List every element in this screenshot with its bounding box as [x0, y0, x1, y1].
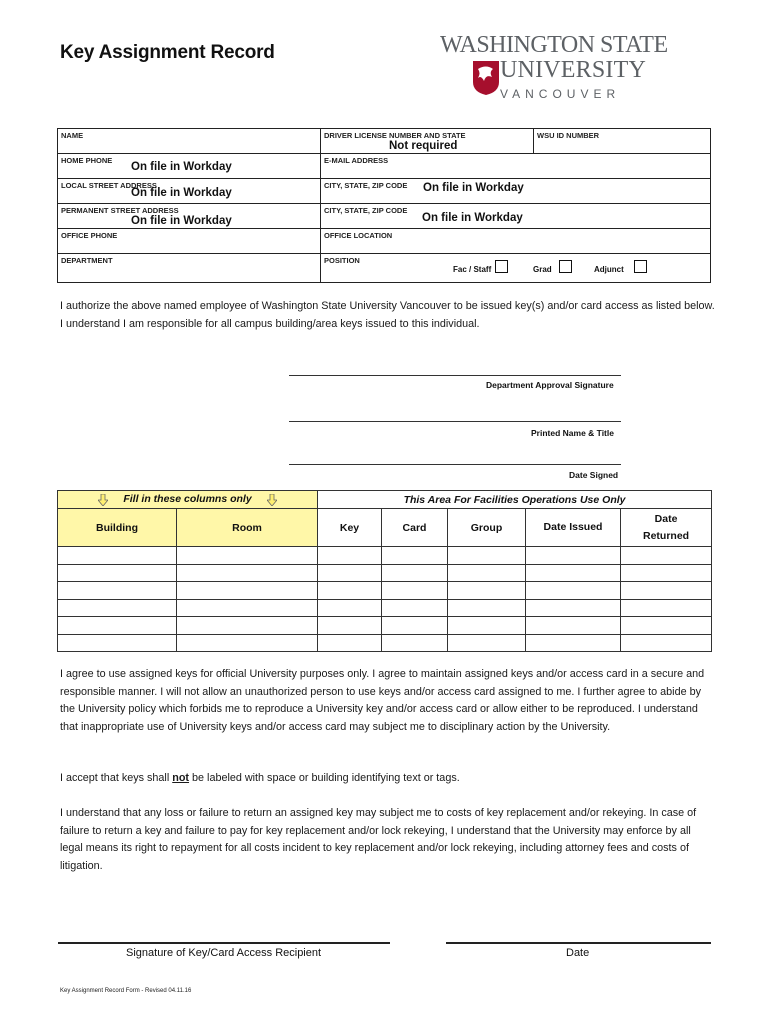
office-phone-cell[interactable]: [58, 229, 321, 254]
key-table-cell[interactable]: [448, 599, 526, 617]
agreement-p2-after: be labeled with space or building identifying text or tags.: [189, 772, 460, 784]
col-card: Card: [382, 509, 448, 547]
department-label: DEPARTMENT: [61, 256, 113, 265]
date-signed-label: Date Signed: [569, 470, 619, 480]
driver-license-value: Not required: [389, 140, 458, 152]
logo-line-2: UNIVERSITY: [500, 57, 646, 83]
col-date-issued: Date Issued: [526, 509, 621, 547]
key-table-cell[interactable]: [448, 582, 526, 600]
agreement-paragraph-2: [60, 770, 712, 788]
key-table-cell[interactable]: [318, 547, 382, 565]
key-table-cell[interactable]: [526, 634, 621, 652]
key-assignment-table: [57, 490, 712, 652]
city-state-zip-cell-1[interactable]: [321, 179, 711, 204]
key-table-cell[interactable]: [448, 634, 526, 652]
key-table-cell[interactable]: [526, 564, 621, 582]
driver-license-cell[interactable]: [321, 129, 534, 154]
dept-approval-label: Department Approval Signature: [486, 380, 614, 390]
key-table-cell[interactable]: [58, 547, 177, 565]
printed-name-line[interactable]: [289, 421, 621, 422]
column-header-row: [58, 509, 712, 547]
key-table-cell[interactable]: [177, 564, 318, 582]
logo-line-1: WASHINGTON STATE: [440, 32, 668, 58]
office-location-cell[interactable]: [321, 229, 711, 254]
key-table-row: [58, 634, 712, 652]
fill-in-header: [58, 491, 318, 509]
page-title: Key Assignment Record: [60, 42, 275, 63]
key-table-cell[interactable]: [318, 617, 382, 635]
key-table-cell[interactable]: [58, 634, 177, 652]
key-table-cell[interactable]: [382, 599, 448, 617]
wsu-id-cell[interactable]: [534, 129, 711, 154]
home-phone-cell[interactable]: [58, 154, 321, 179]
name-cell[interactable]: [58, 129, 321, 154]
key-table-row: [58, 617, 712, 635]
driver-license-label: DRIVER LICENSE NUMBER AND STATE: [324, 131, 466, 140]
permanent-street-value: On file in Workday: [131, 215, 232, 227]
key-table-cell[interactable]: [382, 547, 448, 565]
position-label: POSITION: [324, 256, 360, 265]
col-key: Key: [318, 509, 382, 547]
university-logo: [440, 32, 670, 102]
col-building: Building: [58, 509, 177, 547]
wsu-id-label: WSU ID NUMBER: [537, 131, 600, 140]
agreement-paragraph-3: I understand that any loss or failure to return an assigned key may subject me to costs of key replacement and/or rekeying. In case of failure to return a key and failure to pay for key replacement and/or lock rekeying, I understand that the University may enforce by all legal means its right to repayment for all costs incident to key replacement and/or lock rekeying, including attorney fees and costs of litigation.: [60, 807, 697, 872]
key-table-cell[interactable]: [448, 547, 526, 565]
local-street-label: LOCAL STREET ADDRESS: [61, 181, 157, 190]
col-group: Group: [448, 509, 526, 547]
email-label: E-MAIL ADDRESS: [324, 156, 389, 165]
key-table-cell[interactable]: [318, 582, 382, 600]
key-table-cell[interactable]: [621, 582, 712, 600]
email-cell[interactable]: [321, 154, 711, 179]
key-table-cell[interactable]: [58, 599, 177, 617]
fac-staff-label: Fac / Staff: [453, 265, 492, 274]
fac-staff-checkbox[interactable]: [495, 260, 508, 273]
key-table-cell[interactable]: [382, 582, 448, 600]
key-table-body: [58, 547, 712, 652]
city-state-zip-cell-2[interactable]: [321, 204, 711, 229]
city-state-zip-value-1: On file in Workday: [423, 182, 524, 194]
fill-in-header-text: Fill in these columns only: [123, 493, 252, 506]
home-phone-value: On file in Workday: [131, 161, 232, 173]
recipient-signature-label: Signature of Key/Card Access Recipient: [126, 947, 322, 959]
form-footer: Key Assignment Record Form - Revised 04.11.16: [60, 988, 192, 994]
key-table-cell[interactable]: [526, 617, 621, 635]
facilities-header: This Area For Facilities Operations Use Only: [318, 491, 712, 509]
key-table-cell[interactable]: [58, 564, 177, 582]
key-table-cell[interactable]: [318, 564, 382, 582]
home-phone-label: HOME PHONE: [61, 156, 113, 165]
office-location-label: OFFICE LOCATION: [324, 231, 393, 240]
key-table-cell[interactable]: [177, 547, 318, 565]
city-state-zip-value-2: On file in Workday: [422, 212, 523, 224]
cougar-seal-icon: [472, 60, 500, 96]
key-table-row: [58, 547, 712, 565]
key-table-cell[interactable]: [177, 634, 318, 652]
city-state-zip-label-1: CITY, STATE, ZIP CODE: [324, 181, 408, 190]
key-table-cell[interactable]: [621, 599, 712, 617]
agreement-paragraph-1: I agree to use assigned keys for official University purposes only. I agree to maintain assigned keys and/or access card in a secure and responsible manner. I will not allow an unauthorized person to use keys and/or access card assigned to me. I further agree to abide by the University policy which forbids me to reproduce a University key and/or access card or allow either to be reproduced. I understand that inappropriate use of University keys and/or access card may subject me to disciplinary action by the University.: [60, 668, 705, 733]
key-table-cell[interactable]: [526, 547, 621, 565]
key-table-cell[interactable]: [621, 564, 712, 582]
key-table-cell[interactable]: [177, 617, 318, 635]
col-date-returned: Date Returned: [621, 509, 712, 547]
recipient-date-label: Date: [566, 947, 590, 959]
recipient-date-line[interactable]: [446, 942, 711, 944]
agreement-p2-emphasis: not: [172, 772, 190, 784]
dept-approval-line[interactable]: [289, 375, 621, 376]
employee-info-grid: [57, 128, 711, 283]
key-table-cell[interactable]: [177, 599, 318, 617]
key-table-cell[interactable]: [318, 634, 382, 652]
local-street-value: On file in Workday: [131, 187, 232, 199]
key-table-cell[interactable]: [448, 617, 526, 635]
key-table-cell[interactable]: [621, 617, 712, 635]
key-table-cell[interactable]: [382, 634, 448, 652]
key-table-cell[interactable]: [58, 582, 177, 600]
recipient-signature-line[interactable]: [58, 942, 390, 944]
key-table-cell[interactable]: [621, 547, 712, 565]
agreement-p2-before: I accept that keys shall: [60, 772, 173, 784]
grad-label: Grad: [533, 265, 552, 274]
permanent-street-label: PERMANENT STREET ADDRESS: [61, 206, 179, 215]
key-table-cell[interactable]: [382, 617, 448, 635]
city-state-zip-label-2: CITY, STATE, ZIP CODE: [324, 206, 408, 215]
position-cell[interactable]: [321, 254, 711, 282]
date-signed-line[interactable]: [289, 464, 621, 465]
key-table-row: [58, 599, 712, 617]
logo-line-3: VANCOUVER: [500, 87, 621, 101]
key-table-cell[interactable]: [382, 564, 448, 582]
down-arrow-icon: [98, 494, 108, 506]
department-cell[interactable]: [58, 254, 321, 282]
adjunct-label: Adjunct: [594, 265, 624, 274]
col-room: Room: [177, 509, 318, 547]
key-table-cell[interactable]: [526, 582, 621, 600]
key-table-row: [58, 564, 712, 582]
local-street-cell[interactable]: [58, 179, 321, 204]
key-table-cell[interactable]: [58, 617, 177, 635]
key-table-cell[interactable]: [526, 599, 621, 617]
name-label: NAME: [61, 131, 84, 140]
key-table-cell[interactable]: [448, 564, 526, 582]
key-table-row: [58, 582, 712, 600]
down-arrow-icon: [267, 494, 277, 506]
adjunct-checkbox[interactable]: [634, 260, 647, 273]
office-phone-label: OFFICE PHONE: [61, 231, 118, 240]
printed-name-label: Printed Name & Title: [531, 428, 614, 438]
authorization-text: I authorize the above named employee of Washington State University Vancouver to be issued key(s) and/or card access as listed below. I understand I am responsible for all campus building/area keys issued to this individual.: [60, 300, 715, 330]
permanent-street-cell[interactable]: [58, 204, 321, 229]
key-table-cell[interactable]: [177, 582, 318, 600]
key-table-cell[interactable]: [318, 599, 382, 617]
grad-checkbox[interactable]: [559, 260, 572, 273]
key-table-cell[interactable]: [621, 634, 712, 652]
